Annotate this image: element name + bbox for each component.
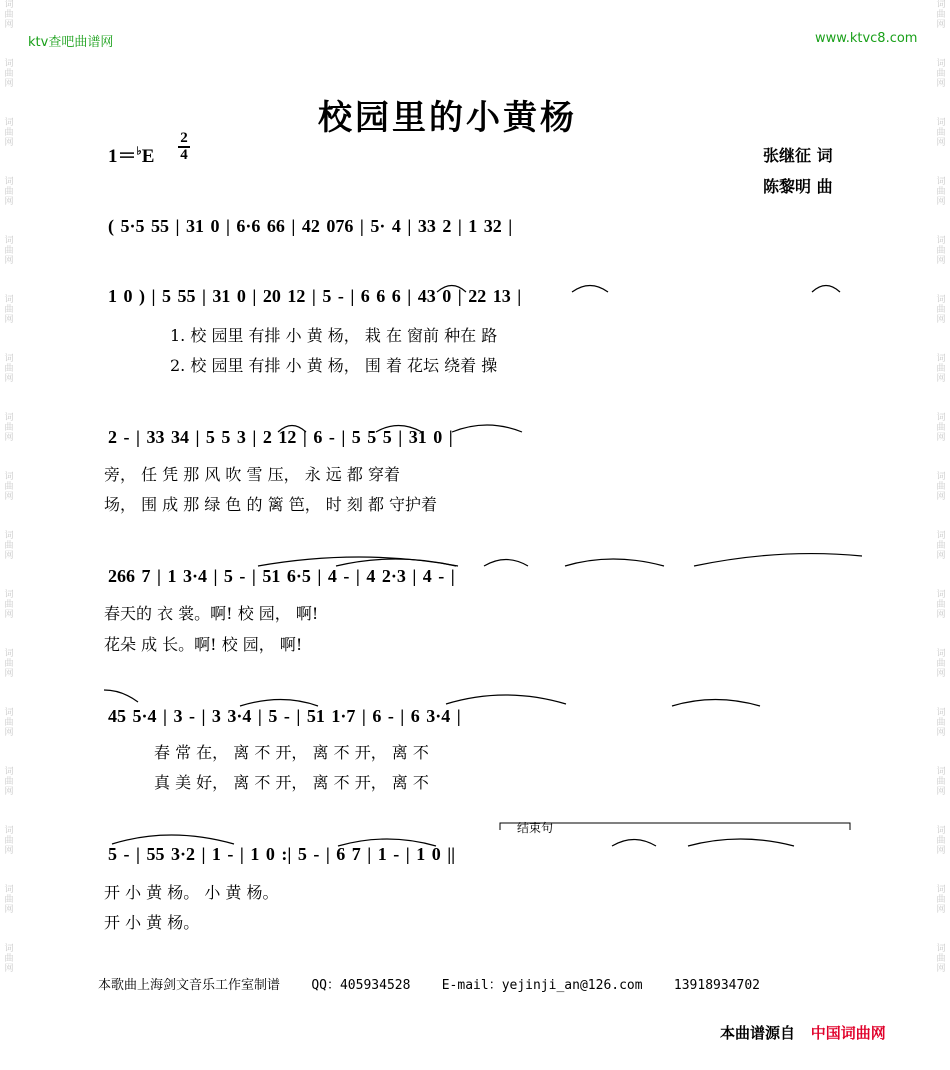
slur-line6-a	[112, 835, 234, 844]
watermark-text: 词 曲 网	[4, 413, 14, 443]
score-line-6: 5 - | 55 3·2 | 1 - | 1 0 :| 5 - | 6 7 | 1 - | 1 0 ||	[108, 844, 456, 864]
watermark-text: 词 曲 网	[4, 472, 14, 502]
time-top: 2	[180, 130, 188, 146]
watermark-text: 词 曲 网	[936, 236, 946, 266]
slur-line4-d	[565, 559, 664, 566]
watermark-text: 词 曲 网	[936, 177, 946, 207]
source-site-link[interactable]: 中国词曲网	[810, 1024, 886, 1042]
watermark-text: 词 曲 网	[4, 118, 14, 148]
slur-line6-d	[688, 839, 794, 846]
header-left-link[interactable]: ktv查吧曲谱网	[28, 35, 114, 50]
watermark-text: 词 曲 网	[936, 767, 946, 797]
lyric-line-6-verse-2: 开 小 黄 杨。	[104, 913, 200, 932]
watermark-text: 词 曲 网	[4, 826, 14, 856]
watermark-text: 词 曲 网	[936, 590, 946, 620]
watermark-text: 词 曲 网	[936, 826, 946, 856]
watermark-text: 词 曲 网	[4, 177, 14, 207]
lyric-line-6-verse-1: 开 小 黄 杨。 小 黄 杨。	[104, 883, 279, 902]
watermark-text: 词 曲 网	[4, 767, 14, 797]
flat-sign: ♭	[136, 145, 142, 158]
key-name: E	[141, 146, 155, 167]
song-title: 校园里的小黄杨	[318, 98, 577, 138]
slur-line4-b	[336, 559, 456, 566]
watermark-text: 词 曲 网	[4, 531, 14, 561]
watermark-text: 词 曲 网	[4, 885, 14, 915]
score-line-4: 266 7 | 1 3·4 | 5 - | 51 6·5 | 4 - | 4 2·3 | 4 - |	[108, 566, 455, 586]
slur-line5-b	[240, 700, 318, 707]
footer-studio: 本歌曲上海剑文音乐工作室制谱	[98, 978, 281, 993]
watermark-text: 词 曲 网	[4, 649, 14, 679]
watermark-text: 词 曲 网	[936, 118, 946, 148]
composer-credit: 陈黎明 曲	[763, 177, 833, 196]
lyricist-credit: 张继征 词	[763, 146, 833, 165]
watermark-text: 词 曲 网	[936, 0, 946, 30]
slur-line3-c	[452, 425, 522, 432]
watermark-text: 词 曲 网	[4, 944, 14, 974]
watermark-text: 词 曲 网	[936, 59, 946, 89]
footer-email: E-mail：yejinji_an@126.com	[441, 978, 643, 993]
watermark-text: 词 曲 网	[936, 649, 946, 679]
lyric-line-5-verse-2: 真 美 好， 离 不 开， 离 不 开， 离 不	[154, 773, 429, 792]
slur-line5-d	[672, 700, 760, 707]
lyric-line-2-verse-2: 2. 校 园里 有排 小 黄 杨， 围 着 花坛 绕着 操	[170, 356, 498, 375]
watermark-text: 词 曲 网	[936, 354, 946, 384]
score-line-3: 2 - | 33 34 | 5 5 3 | 2 12 | 6 - | 5 5 5 | 31 0 |	[108, 427, 453, 447]
header-right-link[interactable]: www.ktvc8.com	[815, 31, 918, 46]
lyric-line-4-verse-1: 春天的 衣 裳。啊! 校 园， 啊!	[104, 604, 319, 623]
slur-line4-c	[484, 560, 528, 567]
slur-line6-c	[612, 840, 656, 847]
lyric-line-2-verse-1: 1. 校 园里 有排 小 黄 杨， 栽 在 窗前 种在 路	[170, 326, 498, 345]
watermark-text: 词 曲 网	[4, 590, 14, 620]
slur-line6-b	[338, 839, 436, 846]
watermark-text: 词 曲 网	[936, 472, 946, 502]
ending-label: 结束句	[517, 821, 554, 835]
slur-line3-a	[278, 426, 306, 433]
score-line-5: 45 5·4 | 3 - | 3 3·4 | 5 - | 51 1·7 | 6 - | 6 3·4 |	[108, 706, 461, 726]
footer-qq: QQ：405934528	[311, 978, 411, 993]
watermark-text: 词 曲 网	[936, 413, 946, 443]
time-bottom: 4	[178, 146, 190, 163]
watermark-text: 词 曲 网	[4, 295, 14, 325]
ending-bracket	[500, 823, 850, 830]
slur-line2-c	[812, 286, 840, 293]
watermark-text: 词 曲 网	[936, 295, 946, 325]
slur-line4-e	[694, 554, 862, 566]
source-credit	[720, 1022, 886, 1043]
watermark-text: 词 曲 网	[4, 59, 14, 89]
slur-line5-c	[446, 695, 566, 704]
footer-phone: 13918934702	[673, 978, 760, 993]
watermark-text: 词 曲 网	[936, 708, 946, 738]
watermark-text: 词 曲 网	[936, 531, 946, 561]
watermark-text: 词 曲 网	[4, 236, 14, 266]
slur-line5-a	[104, 690, 138, 702]
lyric-line-3-verse-1: 旁， 任 凭 那 风 吹 雪 压， 永 远 都 穿着	[104, 465, 400, 484]
slur-line2-a	[437, 286, 466, 293]
lyric-line-3-verse-2: 场， 围 成 那 绿 色 的 篱 笆， 时 刻 都 守护着	[104, 495, 438, 514]
watermark-text: 词 曲 网	[4, 708, 14, 738]
watermark-text: 词 曲 网	[4, 354, 14, 384]
score-line-2: 1 0 ) | 5 55 | 31 0 | 20 12 | 5 - | 6 6 6 | 43 0 | 22 13 |	[108, 286, 522, 306]
footer-line	[98, 974, 760, 993]
key-prefix: 1＝	[108, 146, 137, 167]
source-label: 本曲谱源自	[720, 1024, 796, 1042]
lyric-line-4-verse-2: 花朵 成 长。啊! 校 园， 啊!	[104, 635, 303, 654]
lyric-line-5-verse-1: 春 常 在， 离 不 开， 离 不 开， 离 不	[154, 743, 429, 762]
slur-line3-b	[376, 426, 422, 433]
watermark-text: 词 曲 网	[936, 944, 946, 974]
watermark-text: 词 曲 网	[936, 885, 946, 915]
watermark-text: 词 曲 网	[4, 0, 14, 30]
score-line-1: ( 5·5 55 | 31 0 | 6·6 66 | 42 076 | 5· 4 | 33 2 | 1 32 |	[108, 216, 513, 236]
slur-line2-b	[572, 286, 608, 293]
